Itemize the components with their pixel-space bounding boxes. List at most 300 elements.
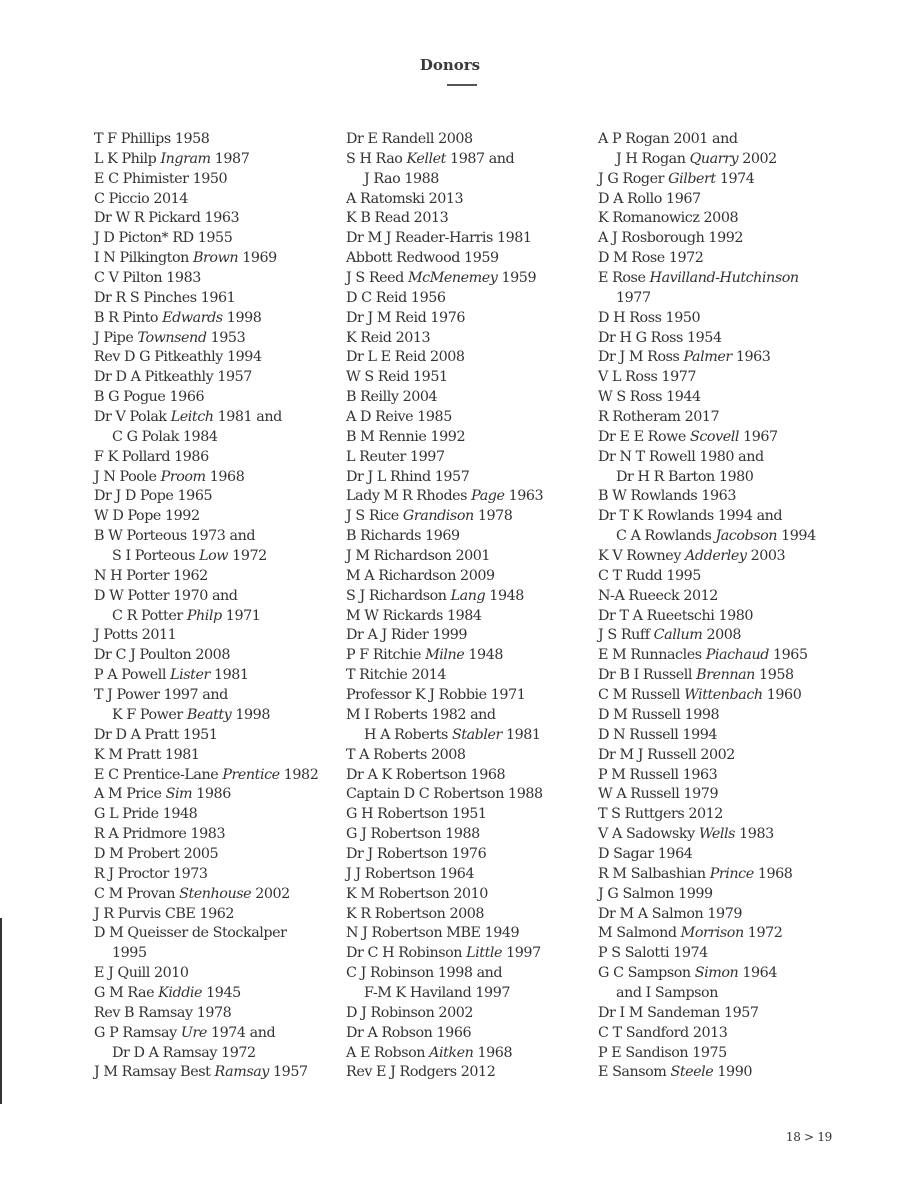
donor-maiden-name: Ingram [160, 150, 211, 167]
donor-entry [598, 309, 858, 329]
donor-entry [598, 746, 858, 766]
donor-entry [598, 468, 858, 488]
donor-text: Dr V Polak [94, 409, 171, 426]
donor-text: Dr C H Robinson [346, 945, 467, 962]
donor-entry [598, 209, 858, 229]
donor-entry [346, 1004, 606, 1024]
donor-text: V L Ross 1977 [598, 369, 697, 386]
donor-entry [94, 646, 354, 666]
donor-text: A J Rosborough 1992 [598, 230, 744, 247]
donor-text: Dr A K Robertson 1968 [346, 766, 506, 783]
donor-text: 1986 [192, 786, 231, 803]
donor-text: K V Rowney [598, 548, 686, 565]
donor-entry [346, 666, 606, 686]
donor-text: Dr J L Rhind 1957 [346, 468, 470, 485]
donor-text: M W Rickards 1984 [346, 607, 482, 624]
donor-text: A E Robson [346, 1044, 430, 1061]
donor-entry [94, 964, 354, 984]
donor-text: A Ratomski 2013 [346, 190, 464, 207]
donor-entry [94, 309, 354, 329]
donor-entry [598, 607, 858, 627]
donor-text: C G Polak 1984 [112, 428, 218, 445]
donor-text: J Potts 2011 [94, 627, 177, 644]
donor-text: A M Price [94, 786, 166, 803]
donor-text: C M Russell [598, 687, 685, 704]
donor-text: T A Roberts 2008 [346, 746, 466, 763]
donor-entry [598, 964, 858, 984]
donor-column-1 [94, 130, 354, 1083]
donor-text: C T Sandford 2013 [598, 1024, 728, 1041]
donor-entry [346, 130, 606, 150]
donor-text: J S Ruff [598, 627, 654, 644]
donor-text: Dr T A Rueetschi 1980 [598, 607, 754, 624]
donor-text: Captain D C Robertson 1988 [346, 786, 543, 803]
donor-entry [94, 507, 354, 527]
donor-text: Dr T K Rowlands 1994 and [598, 508, 783, 525]
donor-text: 1963 [504, 488, 544, 505]
donor-text: J D Picton* RD 1955 [94, 230, 233, 247]
donor-entry [598, 507, 858, 527]
donor-text: 1969 [238, 250, 277, 267]
donor-entry [598, 130, 858, 150]
donor-text: D N Russell 1994 [598, 726, 718, 743]
donor-text: C A Rowlands [616, 528, 716, 545]
donor-maiden-name: Quarry [689, 150, 739, 167]
donor-text: 1981 and [213, 409, 282, 426]
donor-entry [94, 746, 354, 766]
donor-maiden-name: Lang [450, 587, 486, 604]
donor-text: H A Roberts [364, 726, 452, 743]
donor-maiden-name: Page [471, 488, 505, 505]
donor-text: J G Roger [598, 170, 669, 187]
donor-text: K B Read 2013 [346, 210, 449, 227]
donor-entry [346, 567, 606, 587]
donor-text: D Sagar 1964 [598, 845, 693, 862]
donor-entry [94, 567, 354, 587]
donor-entry [598, 845, 858, 865]
donor-entry [94, 547, 354, 567]
donor-text: 1994 [777, 528, 816, 545]
donor-entry [598, 646, 858, 666]
donor-entry [94, 408, 354, 428]
donor-entry [598, 825, 858, 845]
donor-maiden-name: Little [466, 945, 503, 962]
donor-entry [598, 766, 858, 786]
donor-entry [94, 428, 354, 448]
donor-entry [346, 865, 606, 885]
donor-entry [346, 646, 606, 666]
donor-text: Dr E E Rowe [598, 428, 691, 445]
donor-entry [346, 1044, 606, 1064]
donor-text: 1990 [713, 1064, 752, 1081]
donor-text: D J Robinson 2002 [346, 1004, 474, 1021]
donor-entry [346, 785, 606, 805]
page-title: Donors [419, 56, 481, 74]
donor-text: Dr D A Pratt 1951 [94, 726, 218, 743]
donor-text: K R Robertson 2008 [346, 905, 485, 922]
donor-text: 1978 [473, 508, 513, 525]
donor-entry [94, 845, 354, 865]
donor-text: 1998 [231, 706, 270, 723]
donor-text: R M Salbashian [598, 865, 710, 882]
donor-maiden-name: Jacobson [715, 528, 778, 545]
donor-entry [346, 527, 606, 547]
donor-entry [346, 269, 606, 289]
donor-entry [346, 507, 606, 527]
donor-entry [94, 190, 354, 210]
donor-text: W D Pope 1992 [94, 508, 200, 525]
donor-maiden-name: Scovell [690, 428, 739, 445]
donor-entry [598, 408, 858, 428]
donor-text: B Richards 1969 [346, 528, 460, 545]
donor-entry [346, 249, 606, 269]
donor-text: K Romanowicz 2008 [598, 210, 739, 227]
donor-text: J S Reed [346, 270, 408, 287]
donor-entry [94, 726, 354, 746]
donor-text: F K Pollard 1986 [94, 448, 209, 465]
donor-text: 2008 [702, 627, 742, 644]
donor-text: Dr C J Poulton 2008 [94, 647, 230, 664]
donor-text: G J Robertson 1988 [346, 826, 480, 843]
donor-entry [598, 428, 858, 448]
donor-entry [346, 825, 606, 845]
donor-text: D A Rollo 1967 [598, 190, 701, 207]
donor-text: J H Rogan [616, 150, 690, 167]
donor-entry [598, 527, 858, 547]
donor-entry [94, 487, 354, 507]
donor-entry [598, 626, 858, 646]
donor-entry [346, 329, 606, 349]
donor-text: N-A Rueeck 2012 [598, 587, 718, 604]
donor-entry [598, 487, 858, 507]
donor-entry [598, 229, 858, 249]
donor-entry [346, 924, 606, 944]
donor-text: P M Russell 1963 [598, 766, 718, 783]
donor-text: Dr J Robertson 1976 [346, 845, 487, 862]
donor-text: D C Reid 1956 [346, 289, 446, 306]
donor-text: D M Queisser de Stockalper [94, 925, 287, 942]
donor-entry [346, 229, 606, 249]
donor-text: J J Robertson 1964 [346, 865, 475, 882]
donor-text: J N Poole [94, 468, 161, 485]
donor-text: E Sansom [598, 1064, 671, 1081]
donor-entry [346, 190, 606, 210]
donor-maiden-name: Stenhouse [179, 885, 252, 902]
donor-entry [346, 468, 606, 488]
donor-text: C Piccio 2014 [94, 190, 188, 207]
donor-entry [94, 249, 354, 269]
donor-text: Rev B Ramsay 1978 [94, 1004, 232, 1021]
donor-entry [598, 706, 858, 726]
donor-entry [94, 368, 354, 388]
donor-text: J M Ramsay Best [94, 1064, 215, 1081]
donor-maiden-name: Kiddie [158, 984, 203, 1001]
donor-column-3 [598, 130, 858, 1083]
donor-maiden-name: Ramsay [214, 1064, 269, 1081]
donor-maiden-name: Wells [698, 826, 736, 843]
donor-text: T J Power 1997 and [94, 687, 228, 704]
donor-text: and I Sampson [616, 984, 718, 1001]
donor-text: K M Pratt 1981 [94, 746, 200, 763]
donor-entry [346, 309, 606, 329]
donor-maiden-name: Steele [670, 1064, 714, 1081]
donor-maiden-name: Morrison [680, 925, 744, 942]
donor-text: J R Purvis CBE 1962 [94, 905, 235, 922]
donor-entry [346, 428, 606, 448]
donor-entry [346, 885, 606, 905]
donor-text: J M Richardson 2001 [346, 548, 491, 565]
donor-text: 1967 [738, 428, 778, 445]
donor-text: 1964 [738, 965, 777, 982]
donor-entry [598, 368, 858, 388]
donor-entry [94, 885, 354, 905]
donor-text: T S Ruttgers 2012 [598, 806, 723, 823]
donor-text: A P Rogan 2001 and [598, 131, 738, 147]
donor-entry [346, 726, 606, 746]
donor-text: B W Porteous 1973 and [94, 528, 256, 545]
donor-text: 1997 [502, 945, 541, 962]
donor-entry [346, 170, 606, 190]
donor-text: K M Robertson 2010 [346, 885, 488, 902]
donor-entry [346, 626, 606, 646]
donor-entry [94, 905, 354, 925]
donor-text: G H Robertson 1951 [346, 806, 487, 823]
donor-text: 1959 [497, 270, 537, 287]
donor-text: 2002 [738, 150, 777, 167]
donor-maiden-name: Gilbert [668, 170, 716, 187]
donor-text: B Reilly 2004 [346, 389, 438, 406]
donor-maiden-name: Brown [192, 250, 239, 267]
donor-text: 1968 [473, 1044, 513, 1061]
donor-maiden-name: Piachaud [705, 647, 769, 664]
donor-maiden-name: Wittenbach [684, 687, 763, 704]
donor-entry [346, 686, 606, 706]
donor-entry [598, 388, 858, 408]
donor-entry [94, 289, 354, 309]
donor-text: K F Power [112, 706, 187, 723]
donor-maiden-name: Havilland-Hutchinson [649, 270, 799, 287]
donor-text: 1982 [279, 766, 319, 783]
donor-text: 1998 [222, 309, 262, 326]
donor-text: Dr M J Reader-Harris 1981 [346, 230, 532, 247]
donor-maiden-name: Stabler [451, 726, 502, 743]
donor-entry [598, 249, 858, 269]
donor-entry [346, 607, 606, 627]
donor-entry [94, 865, 354, 885]
donor-text: Dr M A Salmon 1979 [598, 905, 742, 922]
donor-entry [598, 289, 858, 309]
donor-text: K Reid 2013 [346, 329, 431, 346]
donor-text: Dr D A Pitkeathly 1957 [94, 369, 252, 386]
donor-text: D M Probert 2005 [94, 845, 219, 862]
donor-entry [94, 587, 354, 607]
donor-text: S I Porteous [112, 548, 200, 565]
donor-entry [346, 150, 606, 170]
donor-entry [94, 607, 354, 627]
donor-entry [598, 944, 858, 964]
donor-entry [346, 805, 606, 825]
donor-text: J Rao 1988 [364, 170, 439, 187]
donor-entry [346, 1024, 606, 1044]
donor-text: 1960 [762, 687, 802, 704]
donor-text: 1995 [112, 945, 147, 962]
donor-entry [94, 924, 354, 944]
donor-maiden-name: Sim [165, 786, 193, 803]
donor-text: R J Proctor 1973 [94, 865, 208, 882]
donor-text: C T Rudd 1995 [598, 567, 701, 584]
donor-text: E C Prentice-Lane [94, 766, 223, 783]
donor-maiden-name: Lister [170, 667, 210, 684]
donor-text: N H Porter 1962 [94, 567, 208, 584]
donor-text: D M Russell 1998 [598, 706, 720, 723]
donor-text: J Pipe [94, 329, 138, 346]
donor-maiden-name: Kellet [406, 150, 446, 167]
donor-maiden-name: Ure [180, 1024, 207, 1041]
donor-entry [346, 448, 606, 468]
donor-entry [94, 686, 354, 706]
donor-text: 1957 [268, 1064, 308, 1081]
donor-entry [598, 567, 858, 587]
donor-text: Dr A J Rider 1999 [346, 627, 468, 644]
donor-maiden-name: Townsend [137, 329, 207, 346]
donor-entry [94, 269, 354, 289]
donor-entry [598, 448, 858, 468]
margin-rule [0, 918, 2, 1104]
donor-text: D W Potter 1970 and [94, 587, 238, 604]
donor-entry [94, 805, 354, 825]
donor-text: Dr R S Pinches 1961 [94, 289, 236, 306]
donor-entry [598, 1044, 858, 1064]
donor-entry [346, 348, 606, 368]
donor-text: 1968 [753, 865, 793, 882]
donor-entry [346, 845, 606, 865]
donor-entry [346, 766, 606, 786]
donor-text: Dr B I Russell [598, 667, 697, 684]
donor-text: P F Ritchie [346, 647, 426, 664]
donor-text: M I Roberts 1982 and [346, 706, 496, 723]
donor-entry [346, 1063, 606, 1083]
donor-maiden-name: Aitken [429, 1044, 474, 1061]
donor-entry [94, 150, 354, 170]
donor-text: W S Reid 1951 [346, 369, 448, 386]
donor-text: Dr A Robson 1966 [346, 1024, 472, 1041]
donor-text: S J Richardson [346, 587, 451, 604]
donor-entry [598, 984, 858, 1004]
donor-text: T Ritchie 2014 [346, 667, 447, 684]
donor-text: B W Rowlands 1963 [598, 488, 736, 505]
donor-text: 1981 [501, 726, 541, 743]
donor-text: Dr D A Ramsay 1972 [112, 1044, 256, 1061]
donor-maiden-name: McMenemey [407, 270, 498, 287]
donor-entry [346, 209, 606, 229]
donor-text: 1974 [715, 170, 755, 187]
donor-text: 1987 [210, 150, 250, 167]
donor-entry [598, 190, 858, 210]
donor-entry [598, 785, 858, 805]
donor-entry [94, 785, 354, 805]
donor-entry [94, 209, 354, 229]
donor-maiden-name: Leitch [170, 409, 214, 426]
donor-entry [598, 924, 858, 944]
donor-text: Dr W R Pickard 1963 [94, 210, 240, 227]
donor-text: 1948 [485, 587, 524, 604]
donor-maiden-name: Brennan [696, 667, 755, 684]
donor-text: Rev E J Rodgers 2012 [346, 1064, 496, 1081]
donor-entry [346, 746, 606, 766]
donor-entry [598, 686, 858, 706]
donor-text: 1987 and [445, 150, 515, 167]
donor-text: G P Ramsay [94, 1024, 181, 1041]
page-number: 18 > 19 [785, 1130, 832, 1144]
donor-text: Dr H R Barton 1980 [616, 468, 754, 485]
donor-text: 1983 [735, 826, 774, 843]
donor-text: A D Reive 1985 [346, 409, 452, 426]
donor-entry [598, 348, 858, 368]
donor-entry [346, 487, 606, 507]
donor-text: Dr J M Reid 1976 [346, 309, 465, 326]
donor-entry [94, 130, 354, 150]
donor-text: J G Salmon 1999 [598, 885, 713, 902]
donor-entry [94, 626, 354, 646]
donor-text: E M Runnacles [598, 647, 706, 664]
donor-text: V A Sadowsky [598, 826, 699, 843]
donor-text: I N Pilkington [94, 250, 193, 267]
donor-entry [346, 984, 606, 1004]
donor-entry [346, 368, 606, 388]
donor-entry [94, 666, 354, 686]
donor-entry [94, 388, 354, 408]
donor-text: W S Ross 1944 [598, 389, 701, 406]
donor-text: Dr I M Sandeman 1957 [598, 1004, 759, 1021]
donor-entry [94, 825, 354, 845]
donor-text: T F Phillips 1958 [94, 131, 210, 147]
donor-entry [598, 726, 858, 746]
donor-entry [598, 150, 858, 170]
donor-entry [346, 964, 606, 984]
donor-maiden-name: Callum [653, 627, 703, 644]
donor-entry [94, 229, 354, 249]
donor-entry [94, 1004, 354, 1024]
donor-entry [94, 1063, 354, 1083]
donor-text: R Rotheram 2017 [598, 409, 720, 426]
donor-maiden-name: Prentice [222, 766, 280, 783]
donor-text: L Reuter 1997 [346, 448, 445, 465]
donor-entry [94, 448, 354, 468]
donor-entry [598, 329, 858, 349]
donor-entry [346, 944, 606, 964]
donor-text: J S Rice [346, 508, 403, 525]
donor-text: 1977 [616, 289, 651, 306]
donor-text: G M Rae [94, 984, 159, 1001]
donor-text: Lady M R Rhodes [346, 488, 472, 505]
donor-text: 1971 [221, 607, 261, 624]
donor-entry [94, 766, 354, 786]
donor-text: Dr M J Russell 2002 [598, 746, 735, 763]
donor-text: G C Sampson [598, 965, 695, 982]
donor-text: Dr J M Ross [598, 349, 684, 366]
donor-maiden-name: Palmer [683, 349, 732, 366]
donor-entry [598, 1024, 858, 1044]
donor-entry [94, 170, 354, 190]
donor-maiden-name: Beatty [186, 706, 232, 723]
donor-entry [598, 666, 858, 686]
donor-text: N J Robertson MBE 1949 [346, 925, 520, 942]
donor-entry [598, 547, 858, 567]
donor-entry [346, 547, 606, 567]
donor-entry [598, 269, 858, 289]
donor-text: 1972 [743, 925, 783, 942]
donor-text: C J Robinson 1998 and [346, 965, 503, 982]
